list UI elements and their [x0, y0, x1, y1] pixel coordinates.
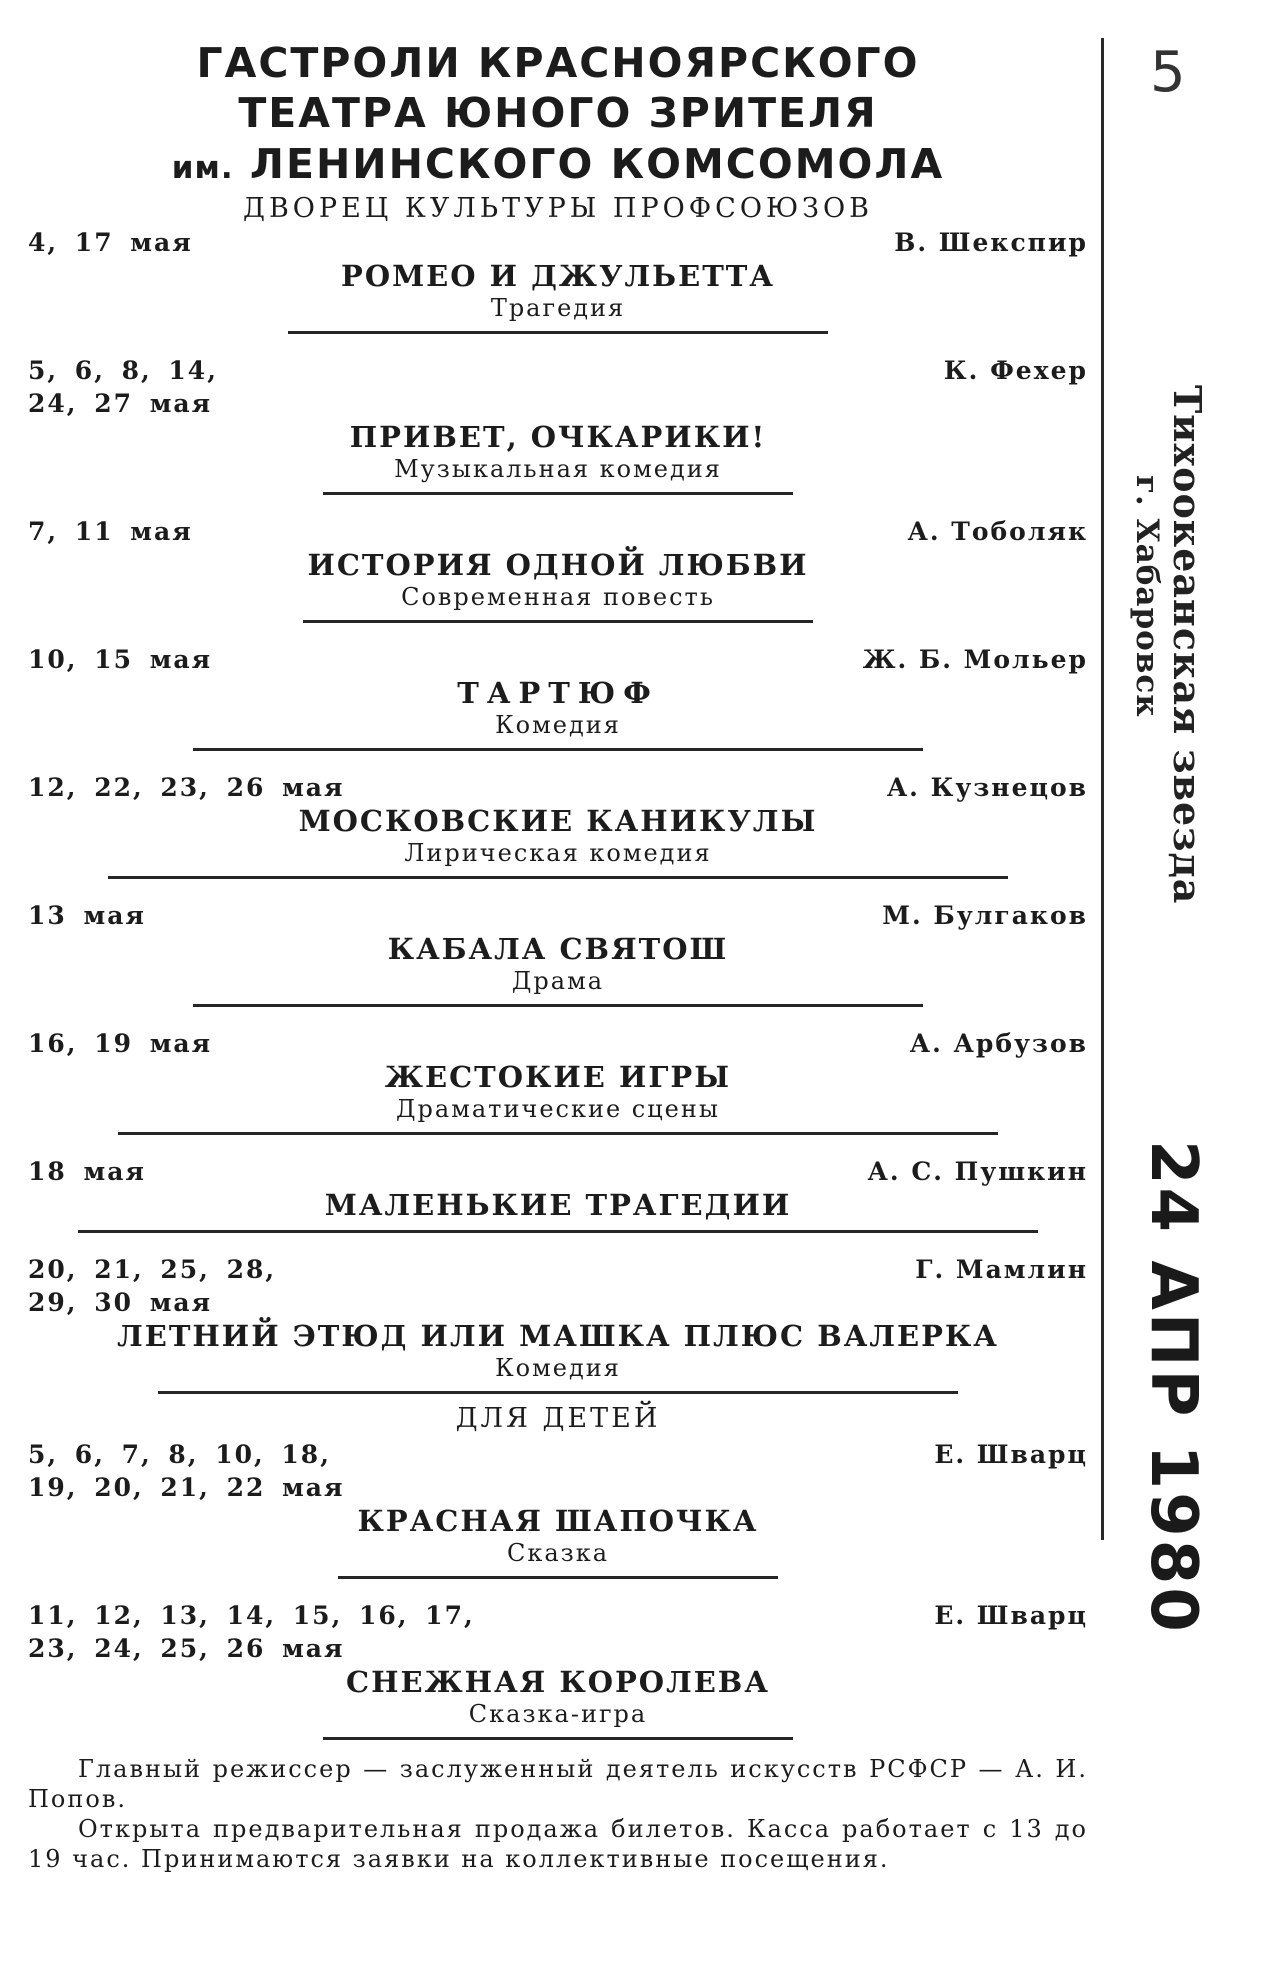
- play-author: А. С. Пушкин: [867, 1157, 1088, 1186]
- announcement-column: [28, 38, 1088, 1874]
- play-genre: Драма: [511, 967, 605, 995]
- play-author: Е. Шварц: [934, 1440, 1088, 1469]
- stamp-newspaper: Тихоокеанская звезда: [1165, 385, 1210, 905]
- headline-prefix: им.: [171, 150, 234, 186]
- play-dates: 5, 6, 7, 8, 10, 18, 19, 20, 21, 22 мая: [28, 1440, 345, 1502]
- stamp-city: г. Хабаровск: [1129, 475, 1165, 718]
- divider: [323, 492, 793, 495]
- divider: [108, 876, 1008, 879]
- divider: [118, 1132, 998, 1135]
- play-title: ИСТОРИЯ ОДНОЙ ЛЮБВИ: [307, 548, 809, 582]
- play-dates: 12, 22, 23, 26 мая: [28, 773, 345, 802]
- headline-line-3: [28, 138, 1088, 194]
- play-entry: [28, 1253, 1088, 1394]
- play-title: ЛЕТНИЙ ЭТЮД ИЛИ МАШКА ПЛЮС ВАЛЕРКА: [117, 1319, 999, 1353]
- divider: [303, 620, 813, 623]
- play-title: МОСКОВСКИЕ КАНИКУЛЫ: [298, 804, 818, 838]
- play-dates: 13 мая: [28, 901, 146, 930]
- play-genre: Современная повесть: [401, 583, 715, 611]
- director-note: Главный режиссер — заслуженный деятель искусств РСФСР — А. И. Попов.: [28, 1755, 1088, 1813]
- play-entry: [28, 226, 1088, 334]
- play-title: ТАРТЮФ: [457, 676, 659, 710]
- headline-main: ЛЕНИНСКОГО КОМСОМОЛА: [249, 140, 945, 188]
- play-author: Г. Мамлин: [915, 1255, 1088, 1284]
- play-genre: Музыкальная комедия: [394, 455, 722, 483]
- play-author: К. Фехер: [943, 356, 1088, 385]
- play-genre: Лирическая комедия: [404, 839, 712, 867]
- play-author: А. Тоболяк: [907, 517, 1088, 546]
- play-dates: 16, 19 мая: [28, 1029, 213, 1058]
- play-genre: Сказка: [506, 1539, 610, 1567]
- play-genre: Комедия: [495, 1354, 621, 1382]
- play-author: Е. Шварц: [934, 1601, 1088, 1630]
- children-play-entry: [28, 1438, 1088, 1579]
- play-genre: Сказка-игра: [468, 1700, 648, 1728]
- play-title: КАБАЛА СВЯТОШ: [387, 932, 729, 966]
- play-entry: [28, 1155, 1088, 1233]
- children-heading: ДЛЯ ДЕТЕЙ: [455, 1403, 661, 1434]
- play-entry: [28, 643, 1088, 751]
- headline-line-1: ГАСТРОЛИ КРАСНОЯРСКОГО: [196, 39, 920, 87]
- clipping-border: [1101, 38, 1104, 1540]
- play-dates: 7, 11 мая: [28, 517, 193, 546]
- play-dates: 11, 12, 13, 14, 15, 16, 17, 23, 24, 25, 26 мая: [28, 1601, 475, 1663]
- handwritten-mark: 5: [1150, 40, 1186, 105]
- play-title: ПРИВЕТ, ОЧКАРИКИ!: [349, 420, 767, 454]
- play-dates: 5, 6, 8, 14, 24, 27 мая: [28, 356, 218, 418]
- play-author: Ж. Б. Мольер: [862, 645, 1088, 674]
- play-genre: Комедия: [495, 711, 621, 739]
- play-title: МАЛЕНЬКИЕ ТРАГЕДИИ: [324, 1188, 792, 1222]
- divider: [78, 1230, 1038, 1233]
- play-entry: [28, 1027, 1088, 1135]
- venue: ДВОРЕЦ КУЛЬТУРЫ ПРОФСОЮЗОВ: [243, 193, 873, 224]
- play-title: РОМЕО И ДЖУЛЬЕТТА: [341, 259, 775, 293]
- stamp-date: 24 АПР 1980: [1136, 1140, 1210, 1635]
- children-play-entry: [28, 1599, 1088, 1740]
- play-entry: [28, 354, 1088, 495]
- divider: [158, 1391, 958, 1394]
- play-entry: [28, 515, 1088, 623]
- play-dates: 10, 15 мая: [28, 645, 213, 674]
- play-author: В. Шекспир: [894, 228, 1088, 257]
- divider: [288, 331, 828, 334]
- divider: [193, 748, 923, 751]
- play-title: СНЕЖНАЯ КОРОЛЕВА: [346, 1665, 770, 1699]
- play-author: А. Кузнецов: [886, 773, 1088, 802]
- headline-line-2: ТЕАТРА ЮНОГО ЗРИТЕЛЯ: [238, 89, 878, 137]
- play-dates: 20, 21, 25, 28, 29, 30 мая: [28, 1255, 277, 1317]
- play-title: ЖЕСТОКИЕ ИГРЫ: [384, 1060, 732, 1094]
- play-entry: [28, 771, 1088, 879]
- divider: [193, 1004, 923, 1007]
- play-author: М. Булгаков: [882, 901, 1088, 930]
- play-entry: [28, 899, 1088, 1007]
- play-title: КРАСНАЯ ШАПОЧКА: [357, 1504, 759, 1538]
- tickets-note: Открыта предварительная продажа билетов. Касса работает с 13 до 19 час. Принимаются заявки на коллективные посещения.: [28, 1815, 1088, 1873]
- divider: [338, 1576, 778, 1579]
- play-author: А. Арбузов: [909, 1029, 1088, 1058]
- play-dates: 18 мая: [28, 1157, 146, 1186]
- play-genre: Трагедия: [490, 294, 626, 322]
- play-dates: 4, 17 мая: [28, 228, 193, 257]
- play-genre: Драматические сцены: [396, 1095, 720, 1123]
- divider: [323, 1737, 793, 1740]
